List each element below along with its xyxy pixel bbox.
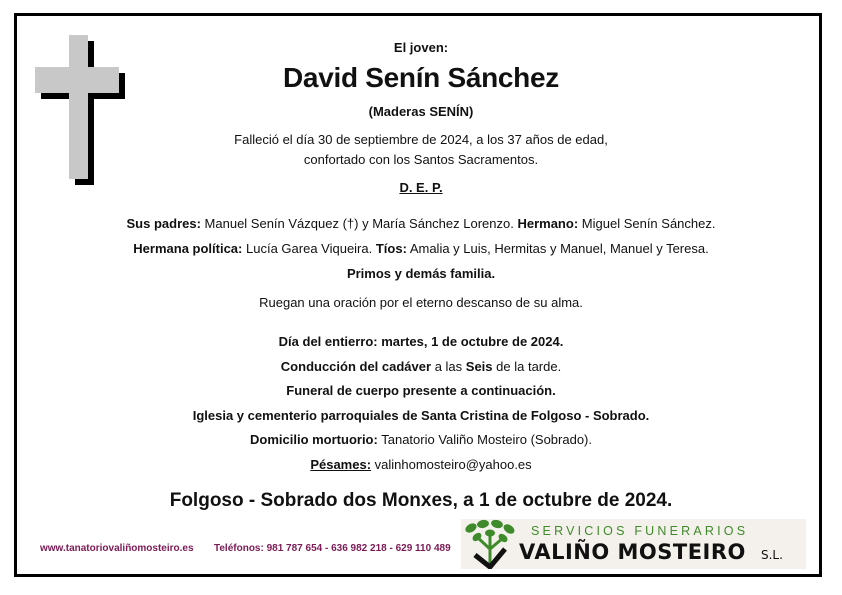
deceased-name: David Senín Sánchez xyxy=(283,62,559,93)
iglesia-line: Iglesia y cementerio parroquiales de Santa Cristina de Folgoso - Sobrado. xyxy=(192,407,650,423)
death-details xyxy=(0,130,842,170)
funeral-line: Funeral de cuerpo presente a continuación. xyxy=(286,383,556,398)
family-line-1 xyxy=(0,211,842,236)
primos-line: Primos y demás familia. xyxy=(346,266,496,281)
tios-value: Amalia y Luis, Hermitas y Manuel, Manuel y Teresa. xyxy=(409,241,709,256)
family-line-2 xyxy=(0,236,842,261)
conduccion-part-a: Conducción del cadáver xyxy=(280,358,432,374)
dep-label: D. E. P. xyxy=(399,180,443,195)
logo-suffix: S.L. xyxy=(761,548,783,562)
death-line-2: confortado con los Santos Sacramentos. xyxy=(303,152,539,167)
place-date: Folgoso - Sobrado dos Monxes, a 1 de octubre de 2024. xyxy=(169,490,673,511)
conduccion-part-d: de la tarde. xyxy=(496,358,562,374)
pesames-email[interactable]: valinhomosteiro@yahoo.es xyxy=(374,456,532,472)
tree-icon xyxy=(461,519,525,569)
conduccion-line xyxy=(0,355,842,380)
tios-label: Tíos: xyxy=(375,241,407,256)
nickname: (Maderas SENÍN) xyxy=(368,104,474,119)
domicilio-label: Domicilio mortuorio: xyxy=(250,432,378,447)
hermano-value: Miguel Senín Sánchez. xyxy=(581,216,716,231)
logo-company-name: VALIÑO MOSTEIRO xyxy=(519,540,746,564)
company-logo xyxy=(461,519,806,569)
pesames-line xyxy=(0,453,842,478)
logo-tagline: SERVICIOS FUNERARIOS xyxy=(531,524,749,538)
intro-text: El joven: xyxy=(393,40,449,55)
domicilio-line xyxy=(0,428,842,453)
hermano-label: Hermano: xyxy=(517,216,579,231)
padres-value: Manuel Senín Vázquez (†) y María Sánchez Lorenzo. xyxy=(204,216,514,231)
funeral-section xyxy=(0,330,842,477)
phone-numbers: Teléfonos: 981 787 654 - 636 982 218 - 629 110 489 xyxy=(214,543,451,554)
death-line-1: Falleció el día 30 de septiembre de 2024, a los 37 años de edad, xyxy=(234,132,608,147)
domicilio-value: Tanatorio Valiño Mosteiro (Sobrado). xyxy=(381,432,592,447)
pesames-label: Pésames: xyxy=(310,456,372,472)
prayer-text: Ruegan una oración por el eterno descanso de su alma. xyxy=(259,295,583,310)
hermana-label: Hermana política: xyxy=(133,241,243,256)
family-section xyxy=(0,211,842,286)
website-link[interactable]: www.tanatoriovaliñomosteiro.es xyxy=(40,543,194,554)
hermana-value: Lucía Garea Viqueira. xyxy=(246,241,373,256)
conduccion-part-c: Seis xyxy=(465,358,493,374)
padres-label: Sus padres: xyxy=(126,216,201,231)
entierro-line: Día del entierro: martes, 1 de octubre de 2024. xyxy=(278,334,564,349)
conduccion-part-b: a las xyxy=(434,358,463,374)
